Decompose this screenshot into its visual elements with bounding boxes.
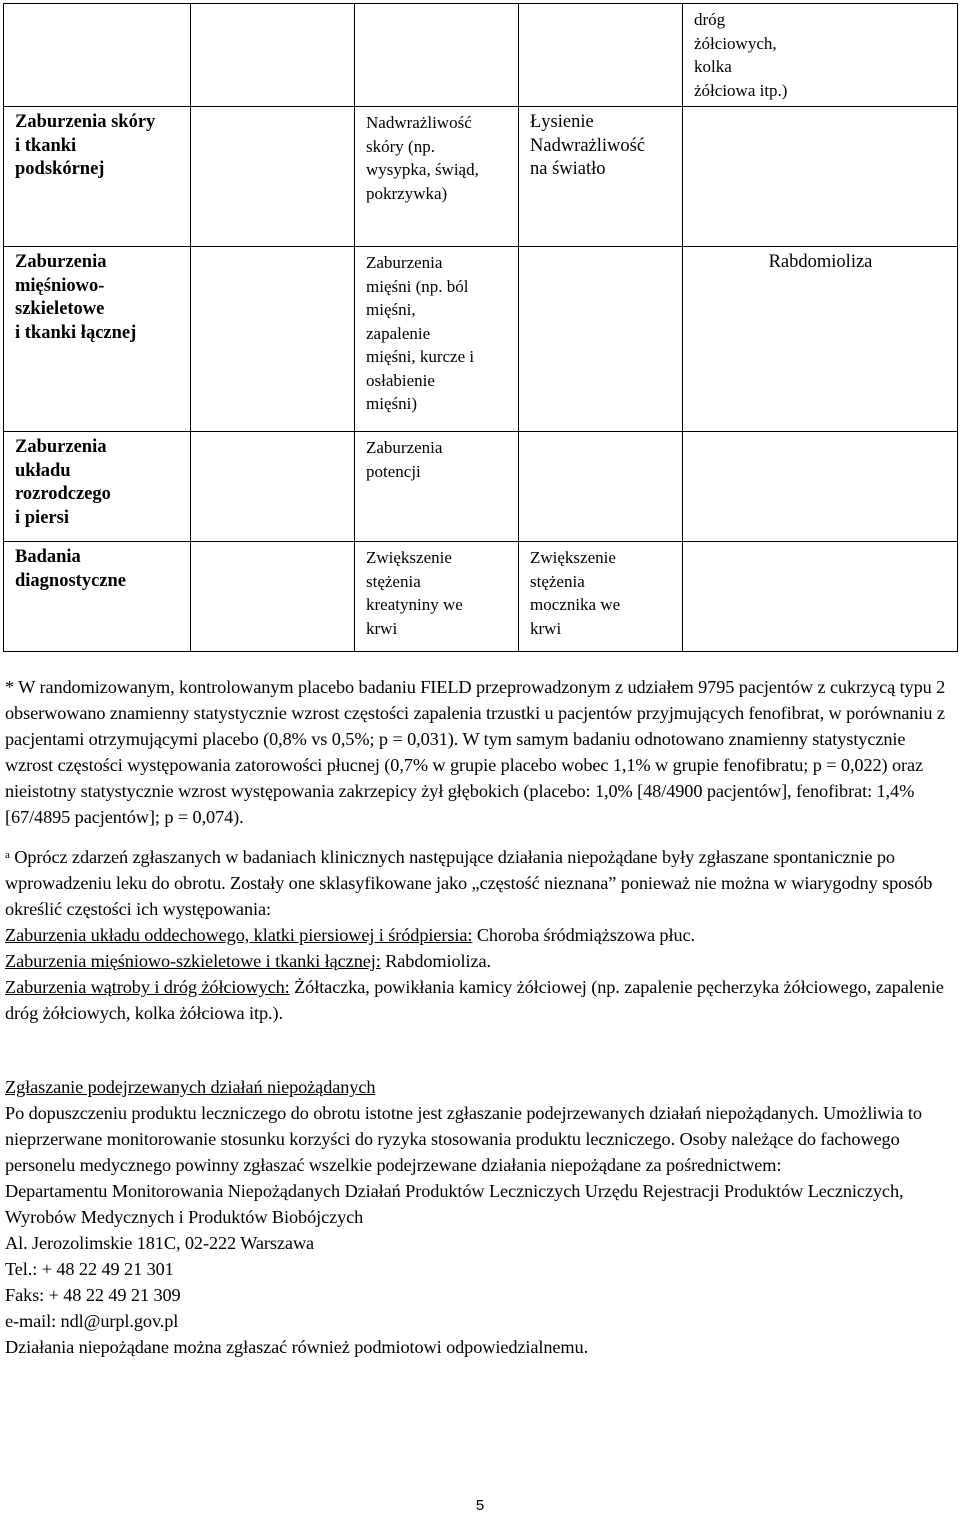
notes-section xyxy=(5,674,955,1360)
table-cell xyxy=(683,432,958,542)
table-cell: Zwiększenie stężenia kreatyniny we krwi xyxy=(355,542,519,652)
table-cell: Zaburzenia mięśni (np. ból mięśni, zapalenie mięśni, kurcze i osłabienie mięśni) xyxy=(355,247,519,432)
table-cell: Zwiększenie stężenia mocznika we krwi xyxy=(519,542,683,652)
phone-line: Tel.: + 48 22 49 21 301 xyxy=(5,1259,174,1279)
table-cell: Zaburzenia układu rozrodczego i piersi xyxy=(4,432,191,542)
section-heading: Zgłaszanie podejrzewanych działań niepożądanych xyxy=(5,1077,376,1097)
table-cell: Rabdomioliza xyxy=(683,247,958,432)
footnote-text: Oprócz zdarzeń zgłaszanych w badaniach klinicznych następujące działania niepożądane były zgłaszane spontanicznie po wprowadzeniu leku do obrotu. Zostały one sklasyfikowane jako „częstość nieznana” ponieważ nie można w wiarygodny sposób określić częstości ich występowania: xyxy=(5,847,933,919)
table-cell xyxy=(355,4,519,107)
table-cell xyxy=(4,4,191,107)
adverse-reactions-table xyxy=(3,3,958,652)
soc-label: Zaburzenia układu oddechowego, klatki piersiowej i śródpiersia: xyxy=(5,925,473,945)
table-row xyxy=(4,432,958,542)
footnote-marker: a xyxy=(5,849,10,861)
postmarketing-line-respiratory: Zaburzenia układu oddechowego, klatki piersiowej i śródpiersia: Choroba śródmiąższowa płuc. xyxy=(5,925,695,945)
table-row xyxy=(4,247,958,432)
table-cell xyxy=(519,4,683,107)
soc-label: Zaburzenia mięśniowo-szkieletowe i tkanki łącznej: xyxy=(5,951,381,971)
email-line: e-mail: ndl@urpl.gov.pl xyxy=(5,1311,179,1331)
table-cell: Zaburzenia skóry i tkanki podskórnej xyxy=(4,107,191,247)
reporting-paragraph: Po dopuszczeniu produktu leczniczego do obrotu istotne jest zgłaszanie podejrzewanych działań niepożądanych. Umożliwia to nieprzerwane monitorowanie stosunku korzyści do ryzyka stosowania produktu leczniczego. Osoby należące do fachowego personelu medycznego powinny zgłaszać wszelkie podejrzewane działania niepożądane za pośrednictwem: xyxy=(5,1103,922,1175)
asterisk-footnote: * W randomizowanym, kontrolowanym placebo badaniu FIELD przeprowadzonym z udziałem 9795 pacjentów z cukrzycą typu 2 obserwowano znamienny statystycznie wzrost częstości zapalenia trzustki u pacjentów przyjmujących fenofibrat, w porównaniu z pacjentami otrzymującymi placebo (0,8% vs 0,5%; p = 0,031). W tym samym badaniu odnotowano znamienny statystycznie wzrost częstości występowania zatorowości płucnej (0,7% w grupie placebo wobec 1,1% w grupie fenofibratu; p = 0,022) oraz nieistotny statystycznie wzrost występowania zakrzepicy żył głębokich (placebo: 1,0% [48/4900 pacjentów], fenofibrat: 1,4% [67/4895 pacjentów]; p = 0,074). xyxy=(5,677,946,827)
postmarketing-footnote xyxy=(5,844,955,922)
table-cell xyxy=(683,107,958,247)
table-cell xyxy=(191,4,355,107)
department-name: Departamentu Monitorowania Niepożądanych Działań Produktów Leczniczych Urzędu Rejestracji Produktów Leczniczych, Wyrobów Medycznych i Produktów Biobójczych xyxy=(5,1181,904,1227)
table-cell xyxy=(191,432,355,542)
table-cell: Zaburzenia mięśniowo- szkieletowe i tkanki łącznej xyxy=(4,247,191,432)
postmarketing-line-hepatobiliary: Zaburzenia wątroby i dróg żółciowych: Żółtaczka, powikłania kamicy żółciowej (np. zapalenie pęcherzyka żółciowego, zapalenie dróg żółciowych, kolka żółciowa itp.). xyxy=(5,977,944,1023)
table-row xyxy=(4,107,958,247)
address-line: Al. Jerozolimskie 181C, 02-222 Warszawa xyxy=(5,1233,315,1253)
table-cell: dróg żółciowych, kolka żółciowa itp.) xyxy=(683,4,958,107)
table-row xyxy=(4,542,958,652)
fax-line: Faks: + 48 22 49 21 309 xyxy=(5,1285,181,1305)
table-row xyxy=(4,4,958,107)
table-cell: Nadwrażliwość skóry (np. wysypka, świąd, pokrzywka) xyxy=(355,107,519,247)
table-cell xyxy=(519,247,683,432)
page-number: 5 xyxy=(475,1497,485,1514)
table-cell xyxy=(519,432,683,542)
table-cell xyxy=(191,107,355,247)
table-cell: Badania diagnostyczne xyxy=(4,542,191,652)
table-cell xyxy=(683,542,958,652)
table-cell xyxy=(191,542,355,652)
table-cell: Łysienie Nadwrażliwość na światło xyxy=(519,107,683,247)
table-cell: Zaburzenia potencji xyxy=(355,432,519,542)
postmarketing-line-musculoskeletal: Zaburzenia mięśniowo-szkieletowe i tkanki łącznej: Rabdomioliza. xyxy=(5,951,492,971)
table-cell xyxy=(191,247,355,432)
soc-label: Zaburzenia wątroby i dróg żółciowych: xyxy=(5,977,290,997)
final-note: Działania niepożądane można zgłaszać również podmiotowi odpowiedzialnemu. xyxy=(5,1337,589,1357)
